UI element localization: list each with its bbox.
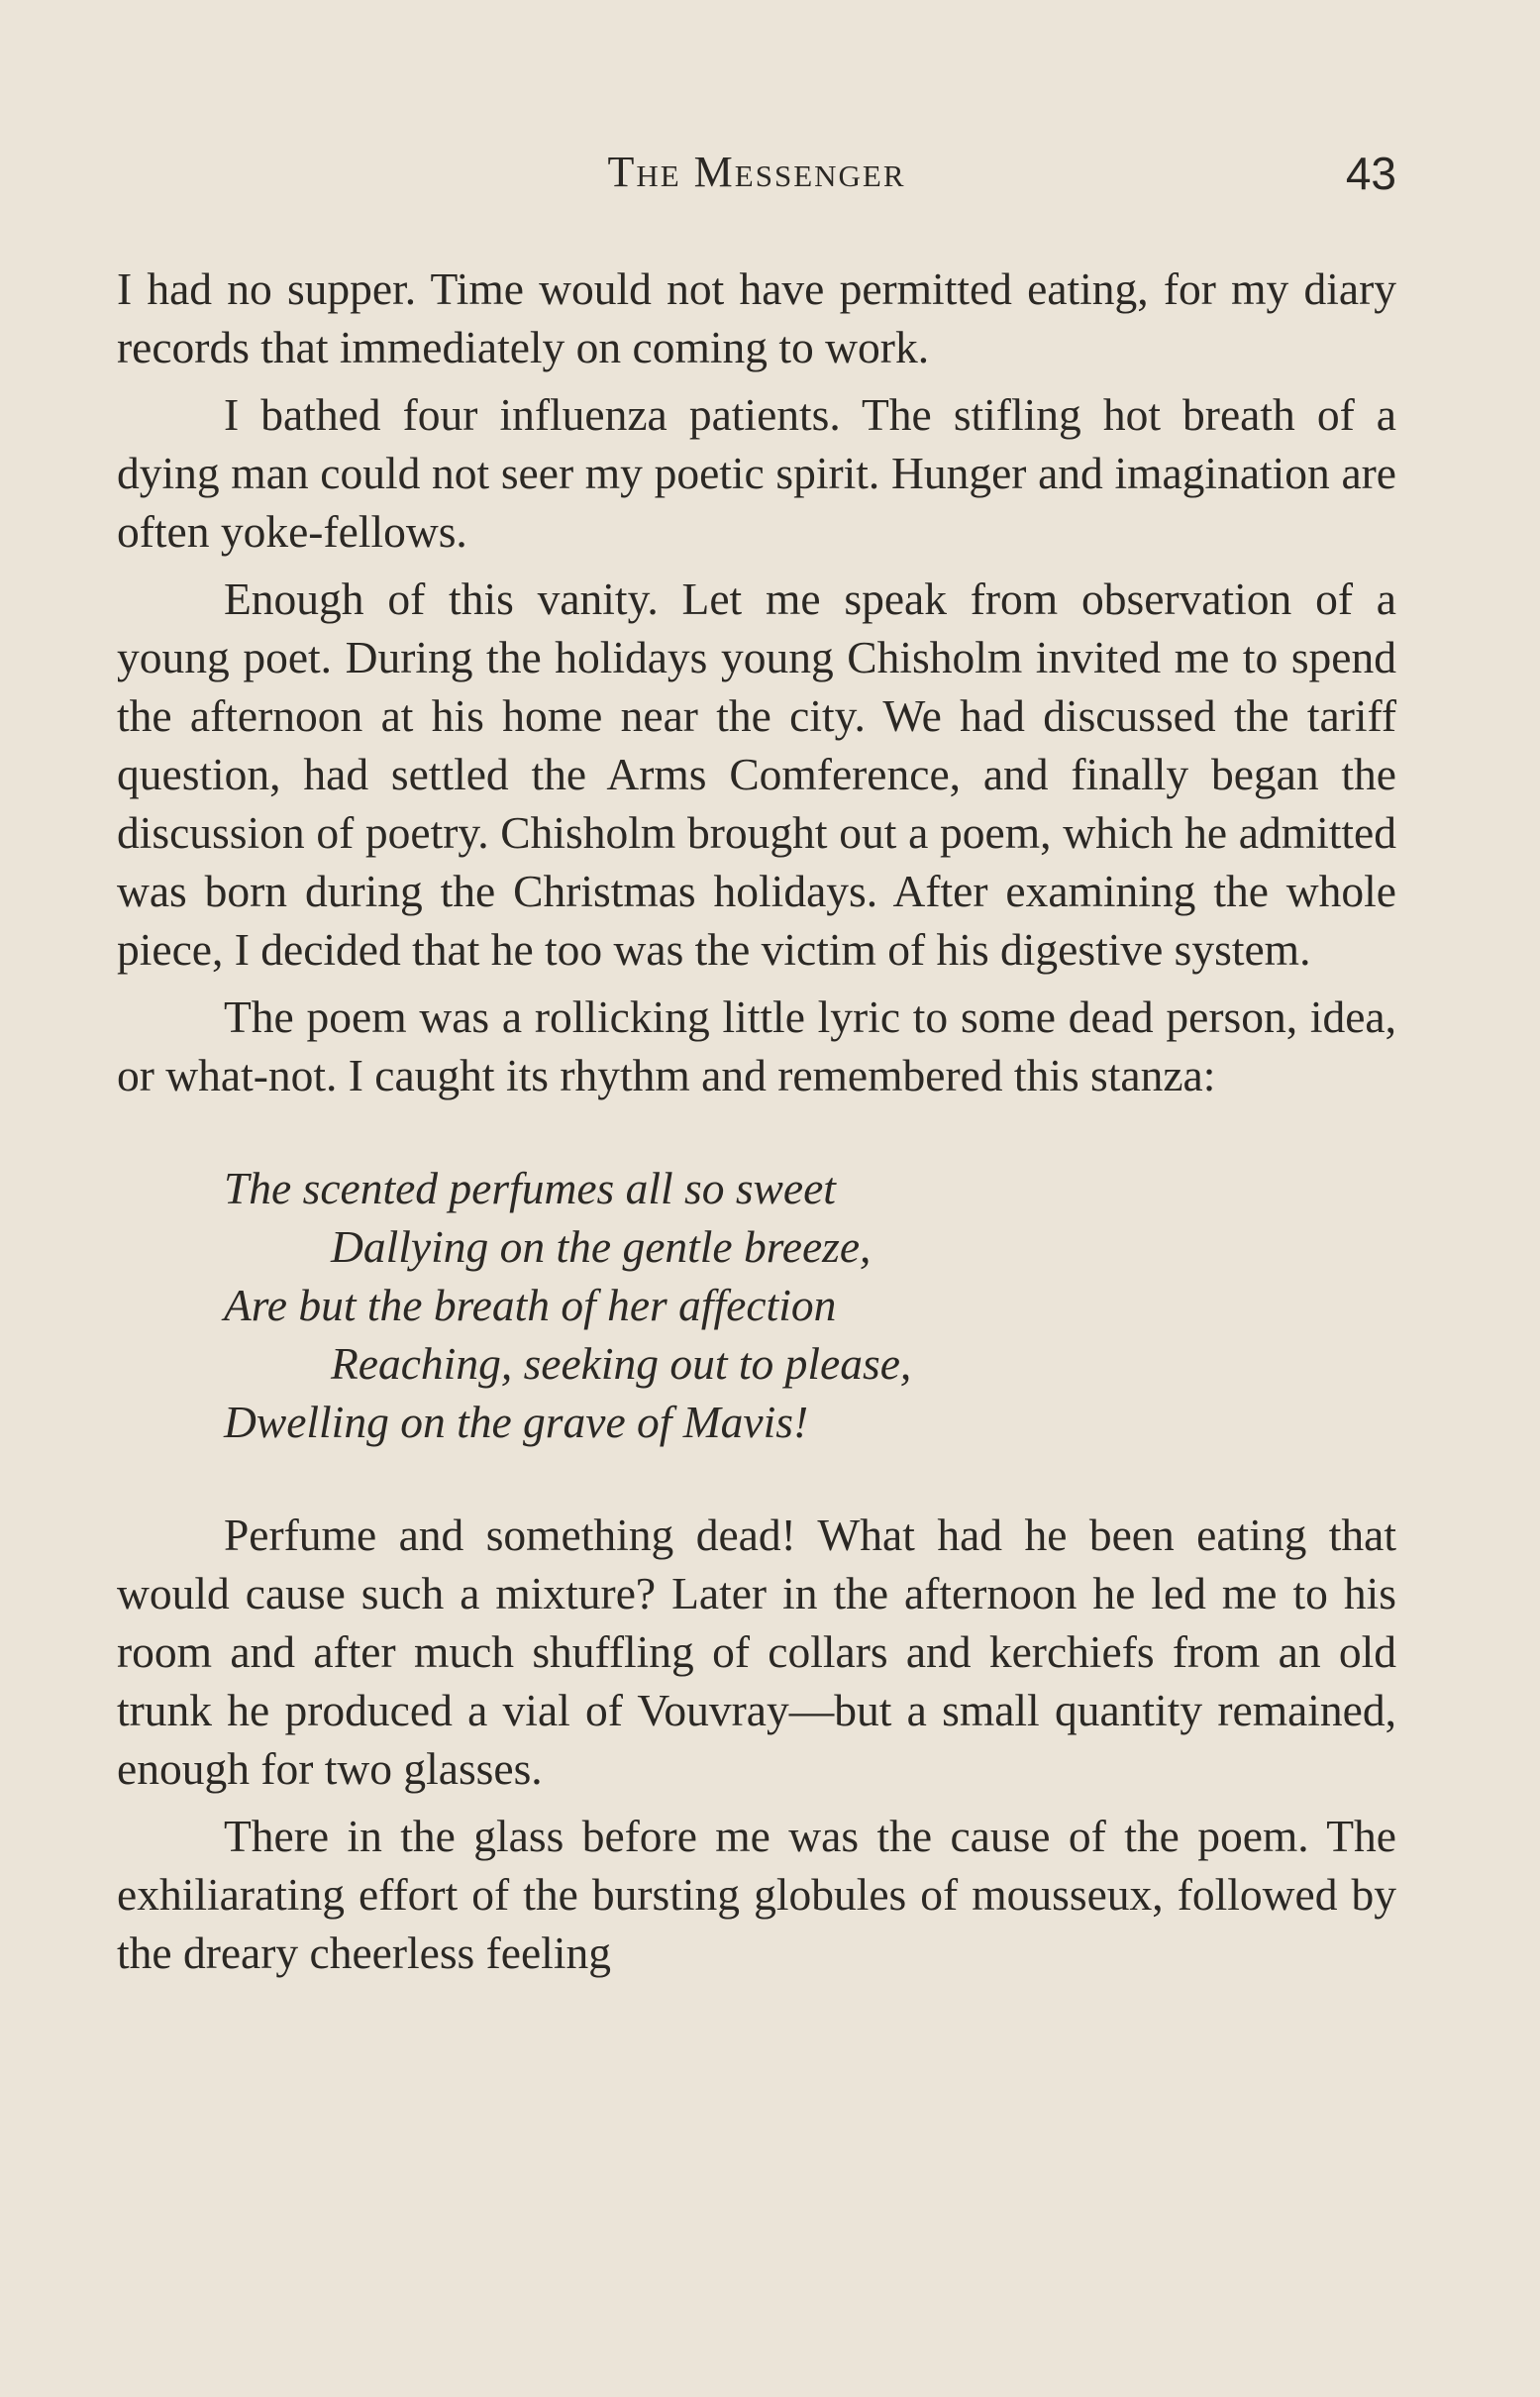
stanza-line: The scented perfumes all so sweet [224, 1163, 836, 1213]
stanza-line: Reaching, seeking out to please, [331, 1338, 912, 1389]
paragraph: The poem was a rollicking little lyric to some dead person, idea, or what-not. I caught its rhythm and remembered this stanza: [117, 991, 1396, 1100]
page-number: 43 [1345, 148, 1396, 199]
page-header [117, 147, 1396, 206]
paragraph: I bathed four influenza patients. The stifling hot breath of a dying man could not seer my poetic spirit. Hunger and imagination are often yoke-fellows. [117, 389, 1396, 557]
stanza-line: Dallying on the gentle breeze, [331, 1221, 872, 1272]
body-text [117, 260, 1396, 1991]
paragraph: I had no supper. Time would not have permitted eating, for my diary records that immediately on coming to work. [117, 263, 1396, 372]
stanza-line: Are but the breath of her affection [224, 1280, 837, 1330]
running-title: The Messenger [607, 148, 906, 196]
paragraph: Perfume and something dead! What had he been eating that would cause such a mixture? Later in the afternoon he led me to his room and after much shuffling of collars and kerchiefs from an old trunk he produced a vial of Vouvray—but a small quantity remained, enough for two glasses. [117, 1510, 1396, 1794]
paragraph: Enough of this vanity. Let me speak from observation of a young poet. During the holidays young Chisholm invited me to spend the afternoon at his home near the city. We had discussed the tariff question, had settled the Arms Comference, and finally began the discussion of poetry. Chisholm brought out a poem, which he admitted was born during the Christmas holidays. After examining the whole piece, I decided that he too was the victim of his digestive system. [117, 573, 1396, 975]
paragraph: There in the glass before me was the cause of the poem. The exhiliarating effort of the bursting globules of mousseux, followed by the dreary cheerless feeling [117, 1811, 1396, 1978]
poem-stanza [224, 1159, 1396, 1451]
stanza-line: Dwelling on the grave of Mavis! [224, 1397, 809, 1447]
